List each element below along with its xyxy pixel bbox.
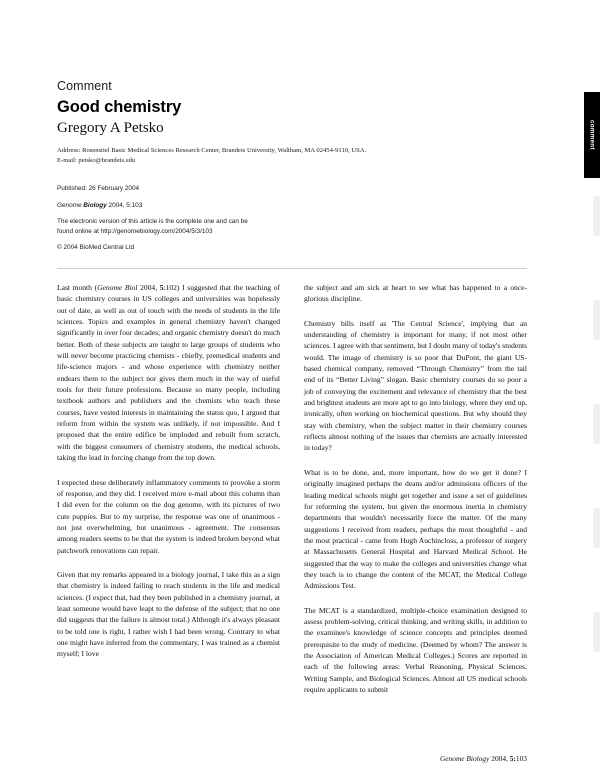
text-run: 2004, <box>137 283 160 292</box>
journal-citation-detail: 2004, 5:103 <box>106 201 143 209</box>
text-run: I expected these deliberately inflammatory comments to provoke a storm of response, and they did. I received more e-mail about this column than I did even for the column on the dog genome, with its pictures of two cute puppies. But to my surprise, the response was one of unanimous - not just overwhelming, but unanimous - agreement. The consensus among readers seems to be that the system is indeed broken beyond what patchwork renovations can repair. <box>57 477 280 555</box>
body-paragraph <box>304 318 527 454</box>
article-authors: Gregory A Petsko <box>57 119 164 136</box>
page-title: Good chemistry <box>57 97 182 116</box>
text-run: the subject and am sick at heart to see what has happened to a once-glorious discipline. <box>304 283 527 304</box>
text-run: Given that my remarks appeared in a biology journal, I take this as a sign that chemistry is indeed failing to reach students in the life and medical sciences. (I expect that, had they been published in a chemistry journal, at least someone would have leapt to the defense of the subject; that no one did suggests that the failure is almost total.) Although it's always pleasant to be told one is right, I rather wish I had been wrong. Contrary to what one might have inferred from the commentary, I was trained as a chemist myself; I love <box>57 569 280 659</box>
article-kicker: Comment <box>57 79 112 93</box>
electronic-note-line1: The electronic version of this article is the complete one and can be <box>57 218 248 226</box>
header-divider <box>57 268 527 269</box>
body-column-right <box>304 282 527 695</box>
page-edge-tick <box>593 300 600 340</box>
footer-year: 2004, <box>489 754 510 763</box>
body-paragraph <box>304 467 527 592</box>
author-address-block <box>57 146 527 166</box>
body-paragraph <box>57 569 280 660</box>
electronic-version-note <box>57 217 357 236</box>
body-paragraph <box>304 605 527 696</box>
author-address-line: Address: Rosenstiel Basic Medical Sciences Research Center, Brandeis University, Waltham, MA 02454-9110, USA. <box>57 147 367 154</box>
page-edge-tick <box>593 612 600 652</box>
body-paragraph <box>304 282 527 305</box>
page-edge-tick <box>593 196 600 236</box>
text-run: What is to be done, and, more important, how do we get it done? I originally imagined perhaps the deans and/or admissions officers of the leading medical schools might get together and issue a set of guidelines for reforming the system, but given the enormous inertia in chemistry departments that wouldn't necessarily force the matter. Of the many suggestions I received from readers, perhaps the most thoughtful - and the most practical - came from Hugh Auchincloss, a professor of surgery at Massachusetts General Hospital and Harvard Medical School. He suggested that the way to make the colleges and universities change what they teach is to change the content of the MCAT, the Medical College Admissions Test. <box>304 467 527 591</box>
footer-page: 103 <box>515 754 527 763</box>
body-column-left <box>57 282 280 695</box>
article-header <box>57 80 527 137</box>
journal-name-part2: Biology <box>83 201 107 209</box>
text-run: The MCAT is a standardized, multiple-choice examination designed to assess problem-solving, critical thinking, and writing skills, in addition to the examinee's knowledge of science concepts and principles deemed prerequisite to the study of medicine. (Deemed by whom? The answer is the Association of American Medical Colleges.) Scores are reported in each of the following areas: Verbal Reasoning, Physical Sciences, Writing Sample, and Biological Sciences. Almost all US medical schools require applicants to submit <box>304 605 527 694</box>
author-email-line[interactable]: E-mail: petsko@brandeis.edu <box>57 157 136 165</box>
electronic-note-line2-prefix: found online at <box>57 227 101 235</box>
published-date: Published: 26 February 2004 <box>57 185 140 192</box>
body-paragraph <box>57 477 280 556</box>
section-tab-comment <box>584 92 600 178</box>
page-edge-tick <box>593 508 600 548</box>
footer-volume: 5: <box>509 754 516 763</box>
page-footer <box>440 754 527 763</box>
publication-metadata <box>57 184 357 253</box>
text-run: :102) I suggested that the teaching of basic chemistry courses in US colleges and universities was hopelessly out of date, as well as out of touch with the needs of students in the life sciences. Topics and examples in general chemistry haven't changed significantly in over four decades; and organic chemistry doesn't do much better. Both of these subjects are taught to large groups of students who will never become practicing chemists - chiefly, premedical students and life-science majors - and whose experience with chemistry neither endears them to the subject nor gives them much in the way of useful tools for their future professions. Because so many people, including textbook authors and publishers and the chemists who teach these courses, have vested interests in maintaining the status quo, I argued that reform from within the system was unlikely, if not impossible. And I proposed that the entire edifice be imploded and rebuilt from scratch, with the biggest consumers of chemistry students, the medical schools, taking the lead in forcing change from the top down. <box>57 283 280 463</box>
article-url-link[interactable]: http://genomebiology.com/2004/5/3/103 <box>100 227 213 235</box>
text-run: Last month ( <box>57 283 98 292</box>
journal-citation <box>57 201 357 211</box>
journal-name-part1: Genome <box>57 201 84 209</box>
section-tab-label: comment <box>588 120 596 150</box>
body-paragraph <box>57 282 280 464</box>
footer-journal-name: Genome Biology <box>439 754 490 763</box>
text-run: Genome Biol <box>97 283 138 292</box>
article-body <box>57 282 527 695</box>
text-run: 5 <box>159 283 164 292</box>
page-edge-tick <box>593 404 600 444</box>
copyright-notice: © 2004 BioMed Central Ltd <box>57 244 135 252</box>
text-run: Chemistry bills itself as 'The Central Science', implying that an understanding of chemistry is important for many, if not most other sciences. I agree with that sentiment, but I doubt many of today's students would. The image of chemistry is so poor that DuPont, the giant US-based chemical company, removed “Through Chemistry” from the tail end of its “Better Living” slogan. Basic chemistry courses do so poor a job of conveying the excitement and relevance of chemistry that the best and brightest students are more apt to go into biology, where they end up, ironically, often working on biochemical questions. But why should they stay with chemistry, when the subject matter in their chemistry courses reflects almost nothing of the issues that chemists are actually interested in today? <box>304 318 527 453</box>
